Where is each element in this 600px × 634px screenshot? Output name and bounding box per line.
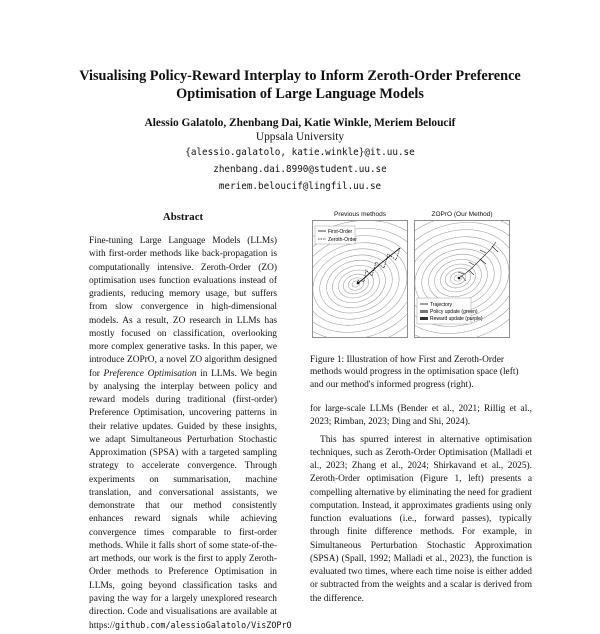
paper-title-line-2: Optimisation of Large Language Models (176, 86, 424, 102)
email-list (60, 145, 540, 195)
paper-title (40, 67, 560, 103)
legend-policy-update: Policy update (green) (430, 309, 478, 315)
right-column-body (310, 403, 532, 606)
abstract-emphasis: Preference Optimisation (103, 368, 197, 379)
legend-trajectory: Trajectory (430, 302, 453, 308)
left-panel-title: Previous methods (333, 211, 387, 218)
abstract-text-2: in LLMs. We begin by analysing the interplay between policy and reward models during traditional (first-order) Preference Optimisation, uncovering patterns in their relative updates. Guided by these insights, we adapt Simultaneous Perturbation Stochastic Approximation (SPSA) with a targeted sampling strategy to accelerate convergence. Through experiments on summarisation, machine translation, and conversational assistants, we demonstrate that our method consistently enhances reward signals while achieving convergence times comparable to first-order methods. While it falls short of some state-of-the-art methods, our work is the first to apply Zeroth-Order methods to Preference Optimisation in LLMs, going beyond classification tasks and paving the way for a largely unexplored research direction. Code and visualisations are available at https:// (89, 368, 277, 632)
abstract-body (89, 235, 292, 634)
abstract-text-1: Fine-tuning Large Language Models (LLMs) with first-order methods like back-propagation is computationally intensive. Zeroth-Order (ZO) optimisation uses function evaluations instead of gradients, reducing memory usage, but suffers from slow convergence in high-dimensional models. As a result, ZO research in LLMs has mostly focused on classification, overlooking more complex generative tasks. In this paper, we introduce ZOPrO, a novel ZO algorithm designed for (89, 236, 277, 379)
left-contour-panel (312, 220, 408, 338)
email-line: {alessio.galatolo, katie.winkle}@it.uu.se (185, 147, 415, 158)
code-link[interactable]: github.com/alessioGalatolo/VisZOPrO (115, 620, 292, 631)
legend-zeroth-order: Zeroth-Order (328, 237, 357, 243)
author-list: Alessio Galatolo, Zhenbang Dai, Katie Winkle, Meriem Beloucif (144, 117, 456, 129)
abstract-heading: Abstract (162, 211, 204, 223)
paper-title-line-1: Visualising Policy-Reward Interplay to Inform Zeroth-Order Preference (79, 68, 521, 84)
legend-reward-update: Reward update (purple) (430, 316, 483, 322)
affiliation: Uppsala University (255, 131, 345, 143)
figure-caption: Figure 1: Illustration of how First and Zeroth-Order methods would progress in the optimisation space (left) and our method's informed progress (right). (310, 355, 519, 390)
right-contour-panel (414, 220, 510, 338)
figure-1 (310, 211, 510, 341)
paragraph: This has spurred interest in alternative optimisation techniques, such as Zeroth-Order Optimisation (Malladi et al., 2023; Zhang et al., 2024; Shirkavand et al., 2025). Zeroth-Order optimisation (Figure 1, left) presents a compelling alternative by eliminating the need for gradient computation. Instead, it approximates gradients using only function evaluations (i.e., forward passes), typically through finite difference methods. For example, in Simultaneous Perturbation Stochastic Approximation (SPSA) (Spall, 1992; Malladi et al., 2023), the function is evaluated two times, where each time noise is either added or subtracted from the weights and a scalar is derived from the difference. (310, 434, 532, 604)
email-line: meriem.beloucif@lingfil.uu.se (218, 180, 382, 192)
legend-first-order: First-Order (328, 229, 353, 235)
right-panel-title: ZOPrO (Our Method) (431, 211, 493, 218)
paragraph: for large-scale LLMs (Bender et al., 2021; Rillig et al., 2023; Rimban, 2023; Ding and Shi, 2024). (310, 404, 532, 428)
email-line: zhenbang.dai.8990@student.uu.se (213, 163, 387, 175)
